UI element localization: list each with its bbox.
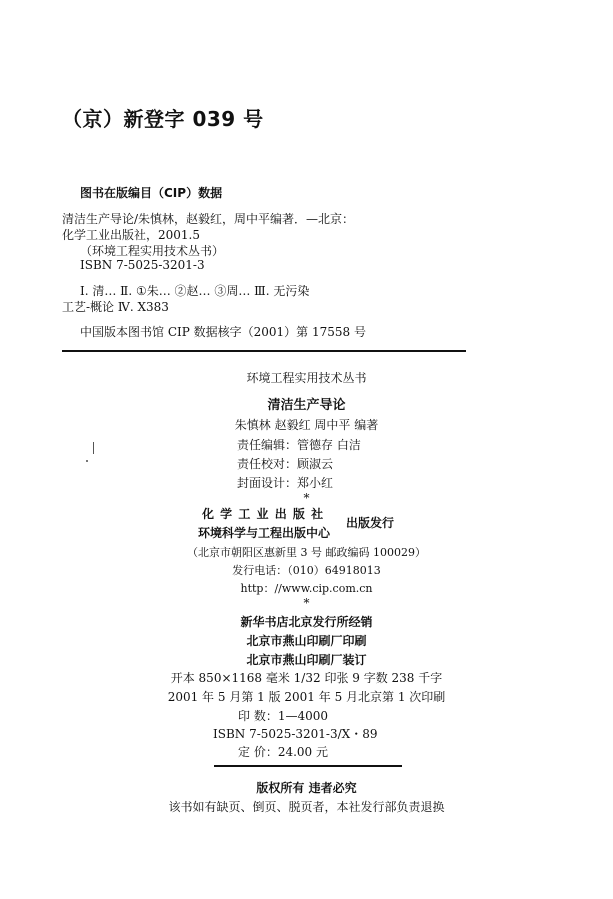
publish-issue-label: 出版发行 [346,516,395,530]
cip-isbn: ISBN 7-5025-3201-3 [80,258,205,272]
edition-info: 2001 年 5 月第 1 版 2001 年 5 月北京第 1 次印刷 [167,690,446,704]
publisher-website: http：//www.cip.com.cn [240,582,373,595]
book-title: 清洁生产导论 [267,398,346,413]
isbn-full: ISBN 7-5025-3201-3/X・89 [213,727,378,741]
cip-verification: 中国版本图书馆 CIP 数据核字（2001）第 17558 号 [80,325,366,339]
divider-bottom [214,765,402,767]
return-policy: 该书如有缺页、倒页、脱页者，本社发行部负责退换 [168,800,445,814]
publisher-address: （北京市朝阳区惠新里 3 号 邮政编码 100029） [187,546,426,559]
print-run: 印 数：1—4000 [238,709,328,723]
separator-star-2: * [303,596,310,610]
price: 定 价：24.00 元 [238,745,328,759]
proofreader-credit: 责任校对：顾淑云 [237,457,334,471]
editor-credit: 责任编辑：管德存 白洁 [237,438,361,452]
publisher-phone: 发行电话：（010）64918013 [232,564,381,577]
cip-classification-2: 工艺-概论 Ⅳ. X383 [62,300,169,314]
distributor: 新华书店北京发行所经销 [240,615,373,629]
cover-design-credit: 封面设计：郑小红 [237,476,334,490]
cip-line-2: 化学工业出版社，2001.5 [62,228,200,242]
cip-heading: 图书在版编目（CIP）数据 [80,186,223,200]
printer: 北京市燕山印刷厂印刷 [246,634,367,648]
cip-line-3: （环境工程实用技术丛书） [80,244,225,258]
format-specs: 开本 850×1168 毫米 1/32 印张 9 字数 238 千字 [170,671,443,685]
copyright-notice: 版权所有 违者必究 [256,781,357,795]
cip-classification-1: Ⅰ. 清… Ⅱ. ①朱… ②赵… ③周… Ⅲ. 无污染 [80,284,310,298]
cip-line-1: 清洁生产导论/朱慎林，赵毅红，周中平编著．—北京： [62,212,355,226]
authors: 朱慎林 赵毅红 周中平 编著 [234,418,379,432]
scan-speck [86,460,88,462]
divider-top [62,350,466,352]
binder: 北京市燕山印刷厂装订 [246,653,367,667]
series-name: 环境工程实用技术丛书 [246,371,367,385]
publisher-name: 化 学 工 业 出 版 社 [202,507,325,521]
scan-mark [93,442,94,454]
publisher-center: 环境科学与工程出版中心 [198,526,331,540]
separator-star-1: * [303,491,310,505]
registration-number: （京）新登字 039 号 [62,107,264,131]
